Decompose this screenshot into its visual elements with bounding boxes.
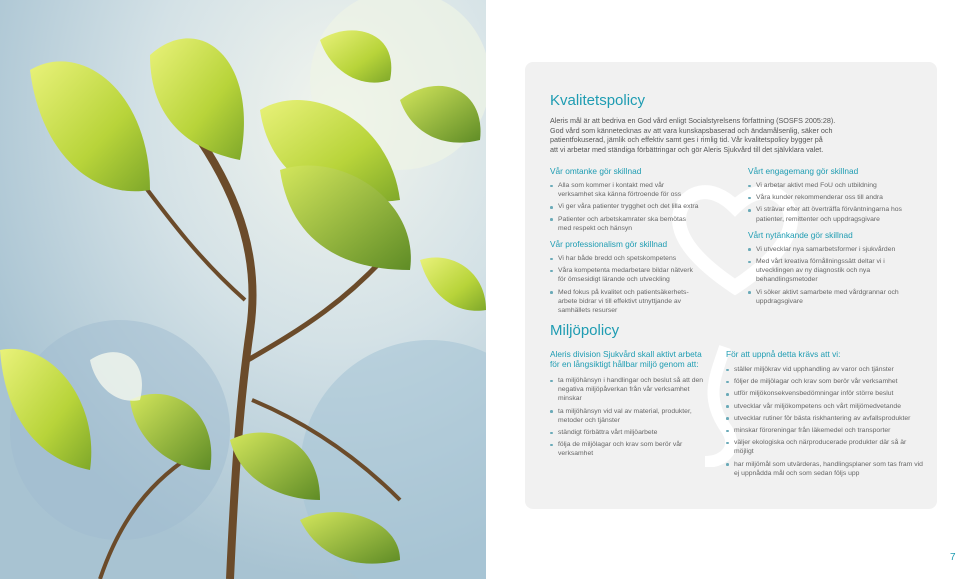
list-item: väljer ekologiska och närproducerade produkter där så är möjligt xyxy=(726,438,926,456)
professionalism-heading: Vår professionalism gör skillnad xyxy=(550,239,668,250)
policy-card xyxy=(525,62,937,509)
care-heading: Vår omtanke gör skillnad xyxy=(550,166,642,176)
list-item: Vi har både bredd och spetskompetens xyxy=(550,254,700,263)
list-item: ställer miljökrav vid upphandling av varor och tjänster xyxy=(726,365,926,374)
environment-left-list xyxy=(550,376,705,459)
environment-left-column xyxy=(550,349,705,462)
engagement-heading: Vårt engagemang gör skillnad xyxy=(748,166,859,176)
list-item: utvecklar rutiner för bästa riskhantering av avfallsprodukter xyxy=(726,414,926,423)
innovation-list xyxy=(748,245,918,306)
list-item: Med fokus på kvalitet och patientsäkerhets-arbete bidrar vi till effektivt utnyttjande av samhällets resurser xyxy=(550,288,700,316)
environment-title: Miljöpolicy xyxy=(550,322,620,339)
list-item: Alla som kommer i kontakt med vår verksamhet ska känna förtroende för oss xyxy=(550,181,700,199)
quality-title: Kvalitetspolicy xyxy=(550,92,646,109)
engagement-list xyxy=(748,181,918,224)
list-item: följa de miljölagar och krav som berör vår verksamhet xyxy=(550,440,705,458)
list-item: Vi utvecklar nya samarbetsformer i sjukvården xyxy=(748,245,918,254)
list-item: utvecklar vår miljökompetens och vårt miljömedvetande xyxy=(726,402,926,411)
list-item: Våra kompetenta medarbetare bildar nätverk för ömsesidigt lärande och utveckling xyxy=(550,266,700,284)
environment-lead: Aleris division Sjukvård skall aktivt arbeta för en långsiktigt hållbar miljö genom att: xyxy=(550,349,702,369)
list-item: utför miljökonsekvensbedömningar inför större beslut xyxy=(726,389,926,398)
list-item: Patienter och arbetskamrater ska bemötas med respekt och hänsyn xyxy=(550,215,700,233)
quality-right-column xyxy=(748,166,918,309)
quality-intro xyxy=(550,116,922,154)
list-item: Vi söker aktivt samarbete med vårdgrannar och uppdragsgivare xyxy=(748,288,918,306)
list-item: ständigt förbättra vårt miljöarbete xyxy=(550,428,705,437)
page-number: 7 xyxy=(950,552,956,563)
list-item: Vi arbetar aktivt med FoU och utbildning xyxy=(748,181,918,190)
environment-right-column xyxy=(726,349,926,481)
intro-line: att vi arbetar med ständiga förbättringar och gör Aleris Sjukvård till det självklara valet. xyxy=(550,144,824,154)
innovation-heading: Vårt nytänkande gör skillnad xyxy=(748,229,853,240)
care-list xyxy=(550,181,700,233)
list-item: Vi ger våra patienter trygghet och det lilla extra xyxy=(550,202,700,211)
environment-right-heading: För att uppnå detta krävs att vi: xyxy=(726,349,841,359)
list-item: ta miljöhänsyn vid val av material, produkter, metoder och tjänster xyxy=(550,407,705,425)
list-item: Vi strävar efter att överträffa förväntningarna hos patienter, remittenter och uppdragsgivare xyxy=(748,205,918,223)
list-item: följer de miljölagar och krav som berör vår verksamhet xyxy=(726,377,926,386)
quality-left-column xyxy=(550,166,700,318)
list-item: ta miljöhänsyn i handlingar och beslut så att den negativa miljöpåverkan från vår verksamhet minskar xyxy=(550,376,705,404)
list-item: Våra kunder rekommenderar oss till andra xyxy=(748,193,918,202)
intro-line: God vård som kännetecknas av att vara kunskapsbaserad och ändamålsenlig, säker och xyxy=(550,125,833,135)
list-item: Med vårt kreativa förnållningssätt deltar vi i utvecklingen av ny diagnostik och nya behandlingsmetoder xyxy=(748,257,918,285)
environment-right-list xyxy=(726,365,926,478)
intro-line: patientfokuserad, jämlik och effektiv samt ges i rimlig tid. Vår kvalitetspolicy bygger på xyxy=(550,135,823,145)
professionalism-list xyxy=(550,254,700,315)
intro-line: Aleris mål är att bedriva en God vård enligt Socialstyrelsens författning (SOSFS 2005:28). xyxy=(550,116,836,125)
list-item: har miljömål som utvärderas, handlingsplaner som tas fram vid ej uppnådda mål och som sedan följs upp xyxy=(726,460,926,478)
list-item: minskar föroreningar från läkemedel och transporter xyxy=(726,426,926,435)
